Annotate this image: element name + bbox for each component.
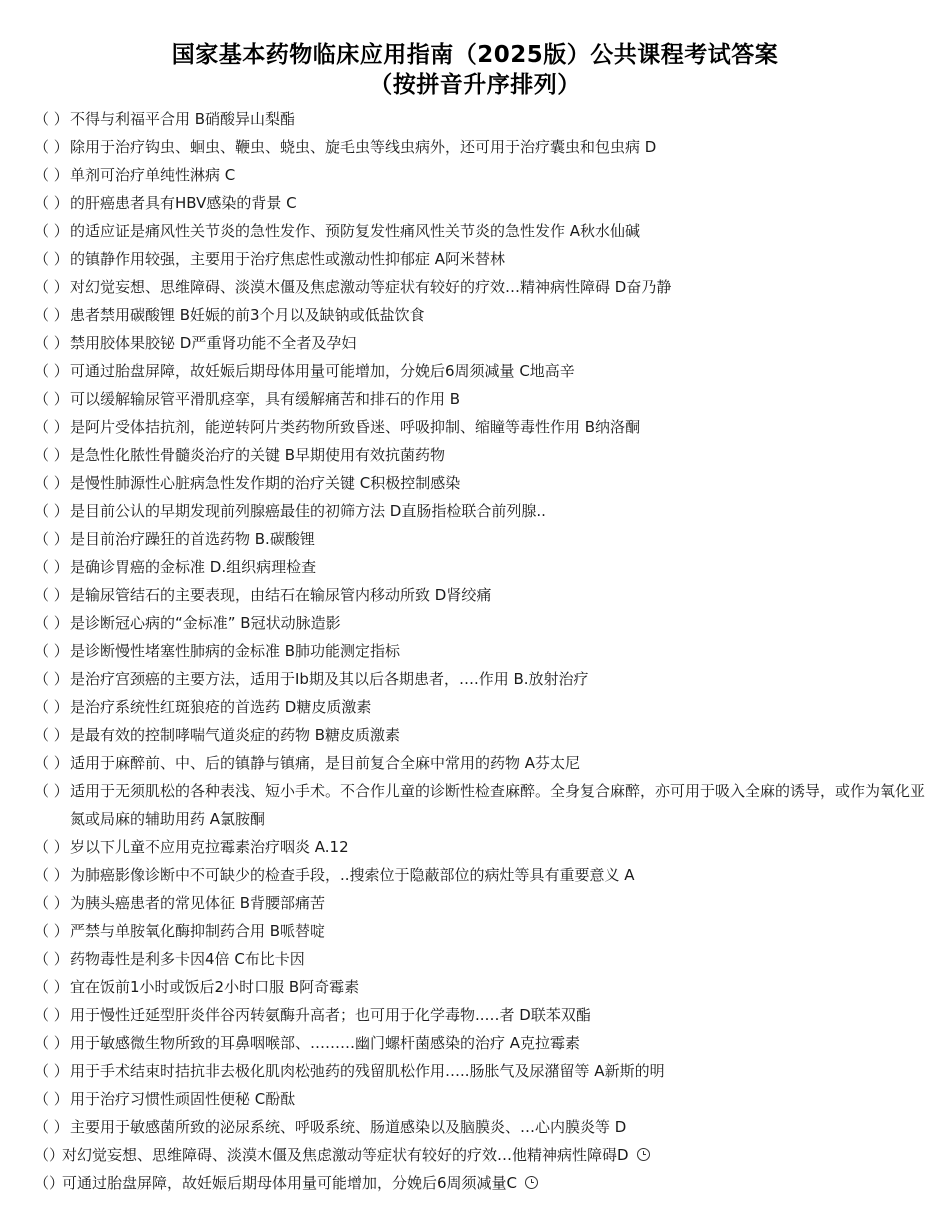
question-text: 是确诊胃癌的金标准 D.组织病理检查 bbox=[70, 558, 317, 576]
list-item bbox=[34, 693, 934, 721]
list-item bbox=[34, 105, 934, 133]
answer-bracket: （ ） bbox=[34, 1118, 69, 1136]
answer-bracket: （ ） bbox=[34, 1006, 69, 1024]
list-item bbox=[34, 1029, 934, 1057]
question-text: 对幻觉妄想、思维障碍、淡漠木僵及焦虑激动等症状有较好的疗效…精神病性障碍 D奋乃静 bbox=[70, 278, 672, 296]
answer-bracket: （ ） bbox=[34, 222, 69, 240]
list-item bbox=[34, 357, 934, 385]
answer-bracket: （ ） bbox=[34, 194, 69, 212]
list-item bbox=[34, 749, 934, 777]
list-item bbox=[34, 581, 934, 609]
answer-bracket: （ ） bbox=[34, 782, 69, 800]
answer-bracket: （ ） bbox=[34, 1062, 69, 1080]
question-text: 用于敏感微生物所致的耳鼻咽喉部、………幽门螺杆菌感染的治疗 A克拉霉素 bbox=[70, 1034, 581, 1052]
question-text: 是输尿管结石的主要表现，由结石在输尿管内移动所致 D肾绞痛 bbox=[70, 586, 492, 604]
answer-bracket: （ ） bbox=[34, 1034, 69, 1052]
answer-bracket: （ ） bbox=[34, 558, 69, 576]
list-item bbox=[34, 665, 934, 693]
answer-bracket: （ ） bbox=[34, 950, 69, 968]
page-title bbox=[0, 40, 950, 100]
list-item bbox=[34, 385, 934, 413]
answer-bracket: （ ） bbox=[34, 334, 69, 352]
question-text: 是慢性肺源性心脏病急性发作期的治疗关键 C积极控制感染 bbox=[70, 474, 461, 492]
list-item bbox=[34, 189, 934, 217]
answer-bracket: （ ） bbox=[34, 726, 69, 744]
answer-bracket: （ ） bbox=[34, 474, 69, 492]
list-item bbox=[34, 637, 934, 665]
list-item bbox=[34, 1169, 934, 1197]
answer-bracket: （ ） bbox=[34, 894, 69, 912]
answer-bracket: （ ） bbox=[34, 922, 69, 940]
answer-bracket: （ ） bbox=[34, 614, 69, 632]
answer-bracket: （ ） bbox=[34, 838, 69, 856]
list-item bbox=[34, 833, 934, 861]
answer-bracket: （ ） bbox=[34, 138, 69, 156]
answer-bracket: （ ） bbox=[34, 698, 69, 716]
answer-bracket: （ ） bbox=[34, 250, 69, 268]
answer-bracket: （ ） bbox=[34, 390, 69, 408]
question-text: 单剂可治疗单纯性淋病 C bbox=[70, 166, 236, 184]
list-item bbox=[34, 273, 934, 301]
question-text: 药物毒性是利多卡因4倍 C布比卡因 bbox=[70, 950, 305, 968]
page-title-line-1: 国家基本药物临床应用指南（2025版）公共课程考试答案 bbox=[171, 42, 779, 68]
question-text: 禁用胶体果胶铋 D严重肾功能不全者及孕妇 bbox=[70, 334, 357, 352]
list-item bbox=[34, 553, 934, 581]
question-text: 可通过胎盘屏障，故妊娠后期母体用量可能增加，分娩后6周须减量C bbox=[62, 1174, 518, 1192]
answer-bracket: （ ） bbox=[34, 110, 69, 128]
question-text: 为肺癌影像诊断中不可缺少的检查手段，..搜索位于隐蔽部位的病灶等具有重要意义 A bbox=[70, 866, 635, 884]
answer-bracket: （ ） bbox=[34, 670, 69, 688]
question-text: 是治疗宫颈癌的主要方法，适用于Ⅰb期及其以后各期患者，….作用 B.放射治疗 bbox=[70, 670, 589, 688]
answer-bracket: （ ） bbox=[34, 866, 69, 884]
clock-icon bbox=[637, 1148, 650, 1161]
answer-bracket: （ ） bbox=[34, 754, 69, 772]
question-text: 可以缓解输尿管平滑肌痉挛，具有缓解痛苦和排石的作用 B bbox=[70, 390, 461, 408]
list-item bbox=[34, 245, 934, 273]
question-text: 岁以下儿童不应用克拉霉素治疗咽炎 A.12 bbox=[70, 838, 349, 856]
list-item bbox=[34, 133, 934, 161]
answer-bracket: （ ） bbox=[34, 362, 69, 380]
list-item bbox=[34, 861, 934, 889]
question-text: 是治疗系统性红斑狼疮的首选药 D糖皮质激素 bbox=[70, 698, 372, 716]
question-text: 是阿片受体拮抗剂，能逆转阿片类药物所致昏迷、呼吸抑制、缩瞳等毒性作用 B纳洛酮 bbox=[70, 418, 641, 436]
list-item bbox=[34, 161, 934, 189]
list-item bbox=[34, 469, 934, 497]
question-text: 是目前公认的早期发现前列腺癌最佳的初筛方法 D直肠指检联合前列腺.. bbox=[70, 502, 546, 520]
question-text: 适用于无须肌松的各种表浅、短小手术。不合作儿童的诊断性检查麻醉。全身复合麻醉，亦可用于吸入全麻的诱导，或作为氧化亚氮或局麻的辅助用药 A氯胺酮 bbox=[70, 782, 926, 828]
question-text: 除用于治疗钩虫、蛔虫、鞭虫、蛲虫、旋毛虫等线虫病外，还可用于治疗囊虫和包虫病 D bbox=[70, 138, 657, 156]
question-text: 对幻觉妄想、思维障碍、淡漠木僵及焦虑激动等症状有较好的疗效…他精神病性障碍D bbox=[62, 1146, 629, 1164]
question-text: 是急性化脓性骨髓炎治疗的关键 B早期使用有效抗菌药物 bbox=[70, 446, 446, 464]
answer-bracket: （ ） bbox=[34, 166, 69, 184]
answer-bracket: （ ） bbox=[34, 502, 69, 520]
list-item bbox=[34, 609, 934, 637]
question-text: 是目前治疗躁狂的首选药物 B.碳酸锂 bbox=[70, 530, 315, 548]
question-text: 主要用于敏感菌所致的泌尿系统、呼吸系统、肠道感染以及脑膜炎、…心内膜炎等 D bbox=[70, 1118, 627, 1136]
question-text: 用于手术结束时拮抗非去极化肌肉松弛药的残留肌松作用…..肠胀气及尿潴留等 A新斯的明 bbox=[70, 1062, 665, 1080]
list-item bbox=[34, 1001, 934, 1029]
question-text: 宜在饭前1小时或饭后2小时口服 B阿奇霉素 bbox=[70, 978, 360, 996]
list-item bbox=[34, 217, 934, 245]
page-title-line-2: （按拼音升序排列） bbox=[369, 72, 581, 98]
answer-bracket: （ ） bbox=[34, 586, 69, 604]
answer-bracket: （ ） bbox=[34, 278, 69, 296]
list-item bbox=[34, 497, 934, 525]
list-item bbox=[34, 973, 934, 1001]
answer-bracket: （ ） bbox=[34, 530, 69, 548]
question-text: 是诊断冠心病的“金标准” B冠状动脉造影 bbox=[70, 614, 341, 632]
answer-bracket: （ ） bbox=[34, 642, 69, 660]
list-item bbox=[34, 917, 934, 945]
question-text: 的适应证是痛风性关节炎的急性发作、预防复发性痛风性关节炎的急性发作 A秋水仙碱 bbox=[70, 222, 641, 240]
list-item bbox=[34, 1141, 934, 1169]
answer-bracket: （ ） bbox=[34, 418, 69, 436]
list-item bbox=[34, 945, 934, 973]
question-text: 严禁与单胺氧化酶抑制药合用 B哌替啶 bbox=[70, 922, 326, 940]
answer-bracket: （ ） bbox=[34, 306, 69, 324]
question-text: 患者禁用碳酸锂 B妊娠的前3个月以及缺钠或低盐饮食 bbox=[70, 306, 425, 324]
question-text: 的镇静作用较强，主要用于治疗焦虑性或激动性抑郁症 A阿米替林 bbox=[70, 250, 506, 268]
question-text: 是诊断慢性堵塞性肺病的金标准 B肺功能测定指标 bbox=[70, 642, 401, 660]
list-item bbox=[34, 413, 934, 441]
list-item bbox=[34, 721, 934, 749]
list-item bbox=[34, 1113, 934, 1141]
list-item bbox=[34, 441, 934, 469]
list-item bbox=[34, 1085, 934, 1113]
question-text: 用于慢性迁延型肝炎伴谷丙转氨酶升高者；也可用于化学毒物..…者 D联苯双酯 bbox=[70, 1006, 591, 1024]
answer-list bbox=[34, 105, 934, 1197]
list-item bbox=[34, 329, 934, 357]
question-text: 为胰头癌患者的常见体征 B背腰部痛苦 bbox=[70, 894, 326, 912]
question-text: 可通过胎盘屏障，故妊娠后期母体用量可能增加，分娩后6周须减量 C地高辛 bbox=[70, 362, 575, 380]
answer-bracket: （ ） bbox=[34, 1090, 69, 1108]
question-text: 适用于麻醉前、中、后的镇静与镇痛，是目前复合全麻中常用的药物 A芬太尼 bbox=[70, 754, 581, 772]
list-item bbox=[34, 889, 934, 917]
list-item bbox=[34, 777, 934, 833]
list-item bbox=[34, 1057, 934, 1085]
clock-icon bbox=[525, 1176, 538, 1189]
answer-bracket: （ ） bbox=[34, 446, 69, 464]
question-text: 不得与利福平合用 B硝酸异山梨酯 bbox=[70, 110, 296, 128]
answer-bracket: （） bbox=[34, 1146, 65, 1164]
question-text: 用于治疗习惯性顽固性便秘 C酚酞 bbox=[70, 1090, 296, 1108]
question-text: 是最有效的控制哮喘气道炎症的药物 B糖皮质激素 bbox=[70, 726, 401, 744]
list-item bbox=[34, 301, 934, 329]
question-text: 的肝癌患者具有HBV感染的背景 C bbox=[70, 194, 297, 212]
answer-bracket: （ ） bbox=[34, 978, 69, 996]
list-item bbox=[34, 525, 934, 553]
answer-bracket: （） bbox=[34, 1174, 65, 1192]
